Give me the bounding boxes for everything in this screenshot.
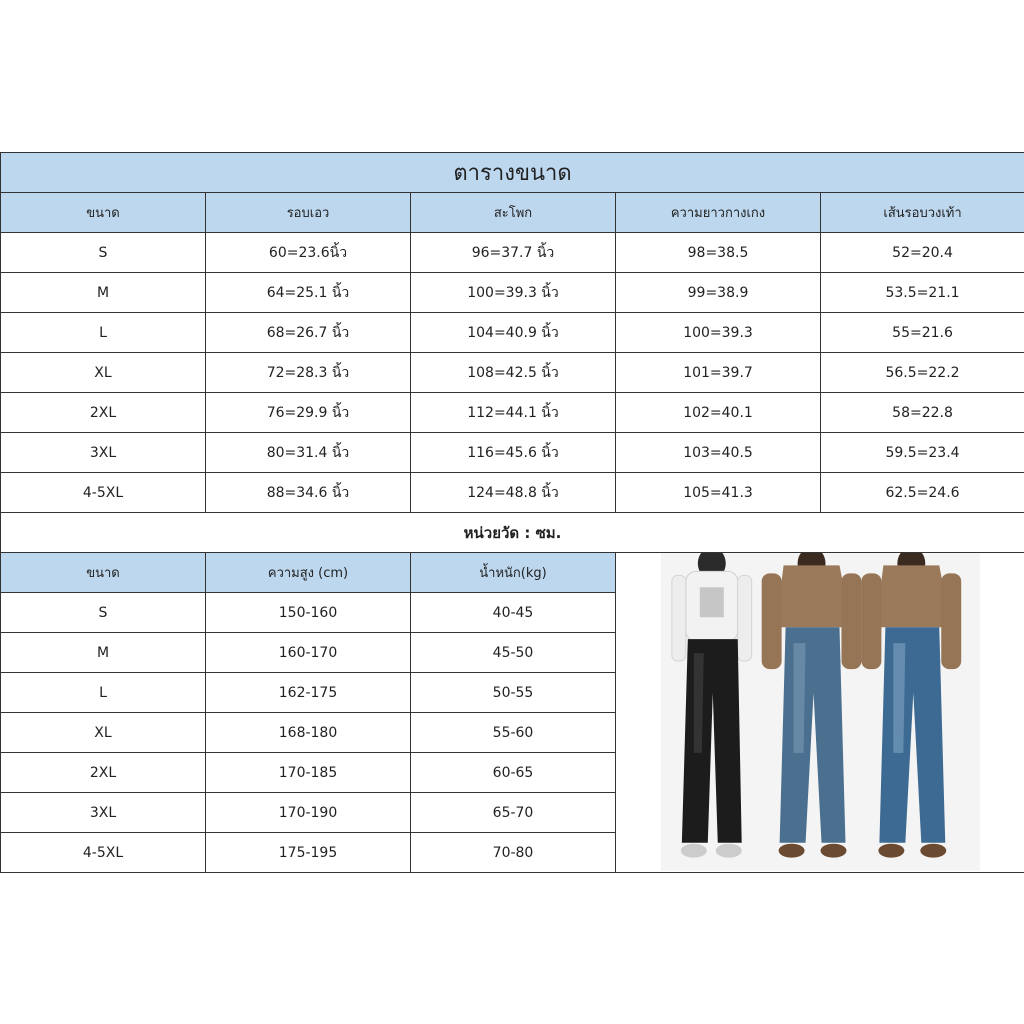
weight-cell: 65-70 bbox=[411, 793, 616, 833]
size-header-length: ความยาวกางเกง bbox=[616, 193, 821, 233]
waist-cell: 72=28.3 นิ้ว bbox=[206, 353, 411, 393]
weight-cell: 70-80 bbox=[411, 833, 616, 873]
size-header-waist: รอบเอว bbox=[206, 193, 411, 233]
length-cell: 102=40.1 bbox=[616, 393, 821, 433]
waist-cell: 60=23.6นิ้ว bbox=[206, 233, 411, 273]
size-cell: XL bbox=[1, 353, 206, 393]
waist-cell: 80=31.4 นิ้ว bbox=[206, 433, 411, 473]
model-photo-illustration bbox=[616, 553, 1024, 871]
height-cell: 168-180 bbox=[206, 713, 411, 753]
height-cell: 170-185 bbox=[206, 753, 411, 793]
weight-cell: 45-50 bbox=[411, 633, 616, 673]
hip-cell: 116=45.6 นิ้ว bbox=[411, 433, 616, 473]
fit-size-cell: 3XL bbox=[1, 793, 206, 833]
fit-size-cell: S bbox=[1, 593, 206, 633]
title-row bbox=[1, 153, 1024, 193]
size-row bbox=[1, 473, 1024, 513]
hem-cell: 62.5=24.6 bbox=[821, 473, 1024, 513]
weight-cell: 40-45 bbox=[411, 593, 616, 633]
length-cell: 100=39.3 bbox=[616, 313, 821, 353]
hip-cell: 124=48.8 นิ้ว bbox=[411, 473, 616, 513]
hip-cell: 108=42.5 นิ้ว bbox=[411, 353, 616, 393]
fit-size-cell: 4-5XL bbox=[1, 833, 206, 873]
size-cell: L bbox=[1, 313, 206, 353]
hem-cell: 58=22.8 bbox=[821, 393, 1024, 433]
size-cell: 2XL bbox=[1, 393, 206, 433]
hip-cell: 100=39.3 นิ้ว bbox=[411, 273, 616, 313]
size-header-row bbox=[1, 193, 1024, 233]
size-header-hem: เส้นรอบวงเท้า bbox=[821, 193, 1024, 233]
hem-cell: 52=20.4 bbox=[821, 233, 1024, 273]
height-cell: 160-170 bbox=[206, 633, 411, 673]
hip-cell: 104=40.9 นิ้ว bbox=[411, 313, 616, 353]
size-row bbox=[1, 393, 1024, 433]
hip-cell: 96=37.7 นิ้ว bbox=[411, 233, 616, 273]
height-cell: 170-190 bbox=[206, 793, 411, 833]
hem-cell: 56.5=22.2 bbox=[821, 353, 1024, 393]
size-row bbox=[1, 233, 1024, 273]
weight-cell: 55-60 bbox=[411, 713, 616, 753]
size-cell: S bbox=[1, 233, 206, 273]
waist-cell: 68=26.7 นิ้ว bbox=[206, 313, 411, 353]
length-cell: 98=38.5 bbox=[616, 233, 821, 273]
size-cell: M bbox=[1, 273, 206, 313]
size-cell: 3XL bbox=[1, 433, 206, 473]
length-cell: 103=40.5 bbox=[616, 433, 821, 473]
waist-cell: 64=25.1 นิ้ว bbox=[206, 273, 411, 313]
model-photo bbox=[616, 553, 1024, 873]
hem-cell: 55=21.6 bbox=[821, 313, 1024, 353]
fit-header-weight: น้ำหนัก(kg) bbox=[411, 553, 616, 593]
fit-size-cell: M bbox=[1, 633, 206, 673]
fit-header-size: ขนาด bbox=[1, 553, 206, 593]
waist-cell: 76=29.9 นิ้ว bbox=[206, 393, 411, 433]
hem-cell: 59.5=23.4 bbox=[821, 433, 1024, 473]
length-cell: 99=38.9 bbox=[616, 273, 821, 313]
waist-cell: 88=34.6 นิ้ว bbox=[206, 473, 411, 513]
size-chart-table bbox=[0, 152, 1024, 873]
chart-title: ตารางขนาด bbox=[1, 153, 1024, 193]
hem-cell: 53.5=21.1 bbox=[821, 273, 1024, 313]
weight-cell: 50-55 bbox=[411, 673, 616, 713]
length-cell: 105=41.3 bbox=[616, 473, 821, 513]
hip-cell: 112=44.1 นิ้ว bbox=[411, 393, 616, 433]
fit-header-height: ความสูง (cm) bbox=[206, 553, 411, 593]
weight-cell: 60-65 bbox=[411, 753, 616, 793]
size-row bbox=[1, 433, 1024, 473]
fit-size-cell: L bbox=[1, 673, 206, 713]
fit-size-cell: 2XL bbox=[1, 753, 206, 793]
size-row bbox=[1, 273, 1024, 313]
length-cell: 101=39.7 bbox=[616, 353, 821, 393]
height-cell: 175-195 bbox=[206, 833, 411, 873]
size-header-hip: สะโพก bbox=[411, 193, 616, 233]
unit-row bbox=[1, 513, 1024, 553]
height-cell: 162-175 bbox=[206, 673, 411, 713]
fit-size-cell: XL bbox=[1, 713, 206, 753]
size-row bbox=[1, 313, 1024, 353]
size-header-size: ขนาด bbox=[1, 193, 206, 233]
size-row bbox=[1, 353, 1024, 393]
fit-header-row bbox=[1, 553, 1024, 593]
height-cell: 150-160 bbox=[206, 593, 411, 633]
size-cell: 4-5XL bbox=[1, 473, 206, 513]
unit-note: หน่วยวัด : ซม. bbox=[1, 513, 1024, 553]
